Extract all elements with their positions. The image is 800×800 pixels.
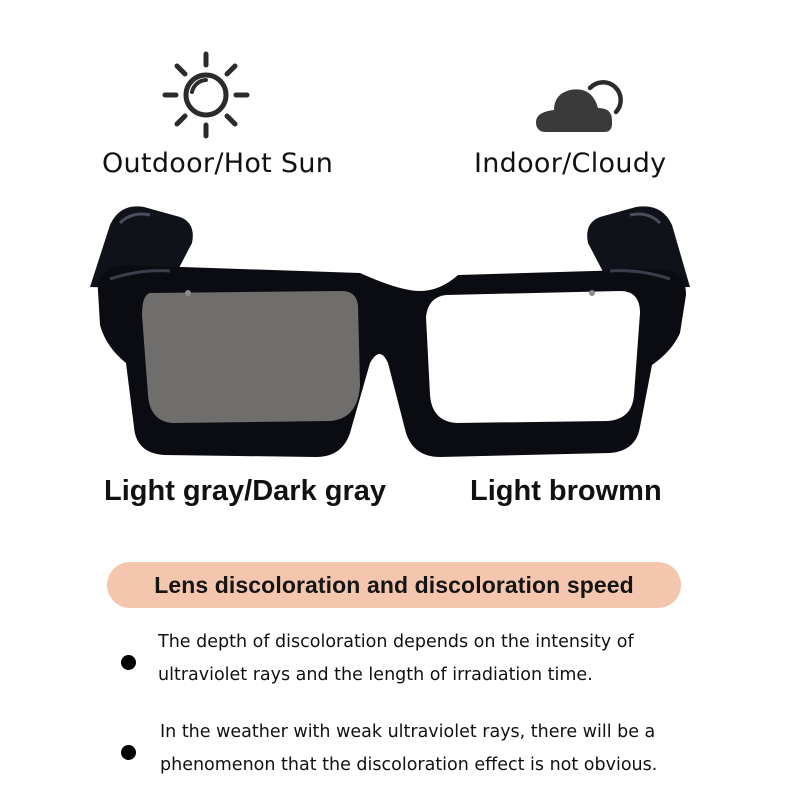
note-1	[158, 626, 634, 692]
bullet-point	[121, 655, 136, 670]
glasses-image	[80, 195, 700, 470]
note-2	[160, 716, 657, 782]
cloud-icon	[532, 66, 634, 138]
right-lens-clear	[426, 291, 640, 423]
outdoor-label: Outdoor/Hot Sun	[102, 148, 334, 179]
left-lens-tinted	[142, 291, 360, 423]
section-banner	[107, 562, 681, 608]
left-lens-label: Light gray/Dark gray	[104, 475, 387, 507]
banner-title: Lens discoloration and discoloration speed	[154, 571, 634, 598]
note-1-line-2: ultraviolet rays and the length of irradiation time.	[158, 665, 593, 685]
right-lens-label: Light browmn	[470, 475, 662, 507]
indoor-label: Indoor/Cloudy	[474, 148, 667, 179]
sun-icon	[158, 48, 254, 144]
bullet-point	[121, 745, 136, 760]
note-1-line-1: The depth of discoloration depends on the intensity of	[158, 632, 634, 652]
note-2-line-2: phenomenon that the discoloration effect is not obvious.	[160, 755, 658, 775]
note-2-line-1: In the weather with weak ultraviolet rays, there will be a	[160, 722, 656, 742]
